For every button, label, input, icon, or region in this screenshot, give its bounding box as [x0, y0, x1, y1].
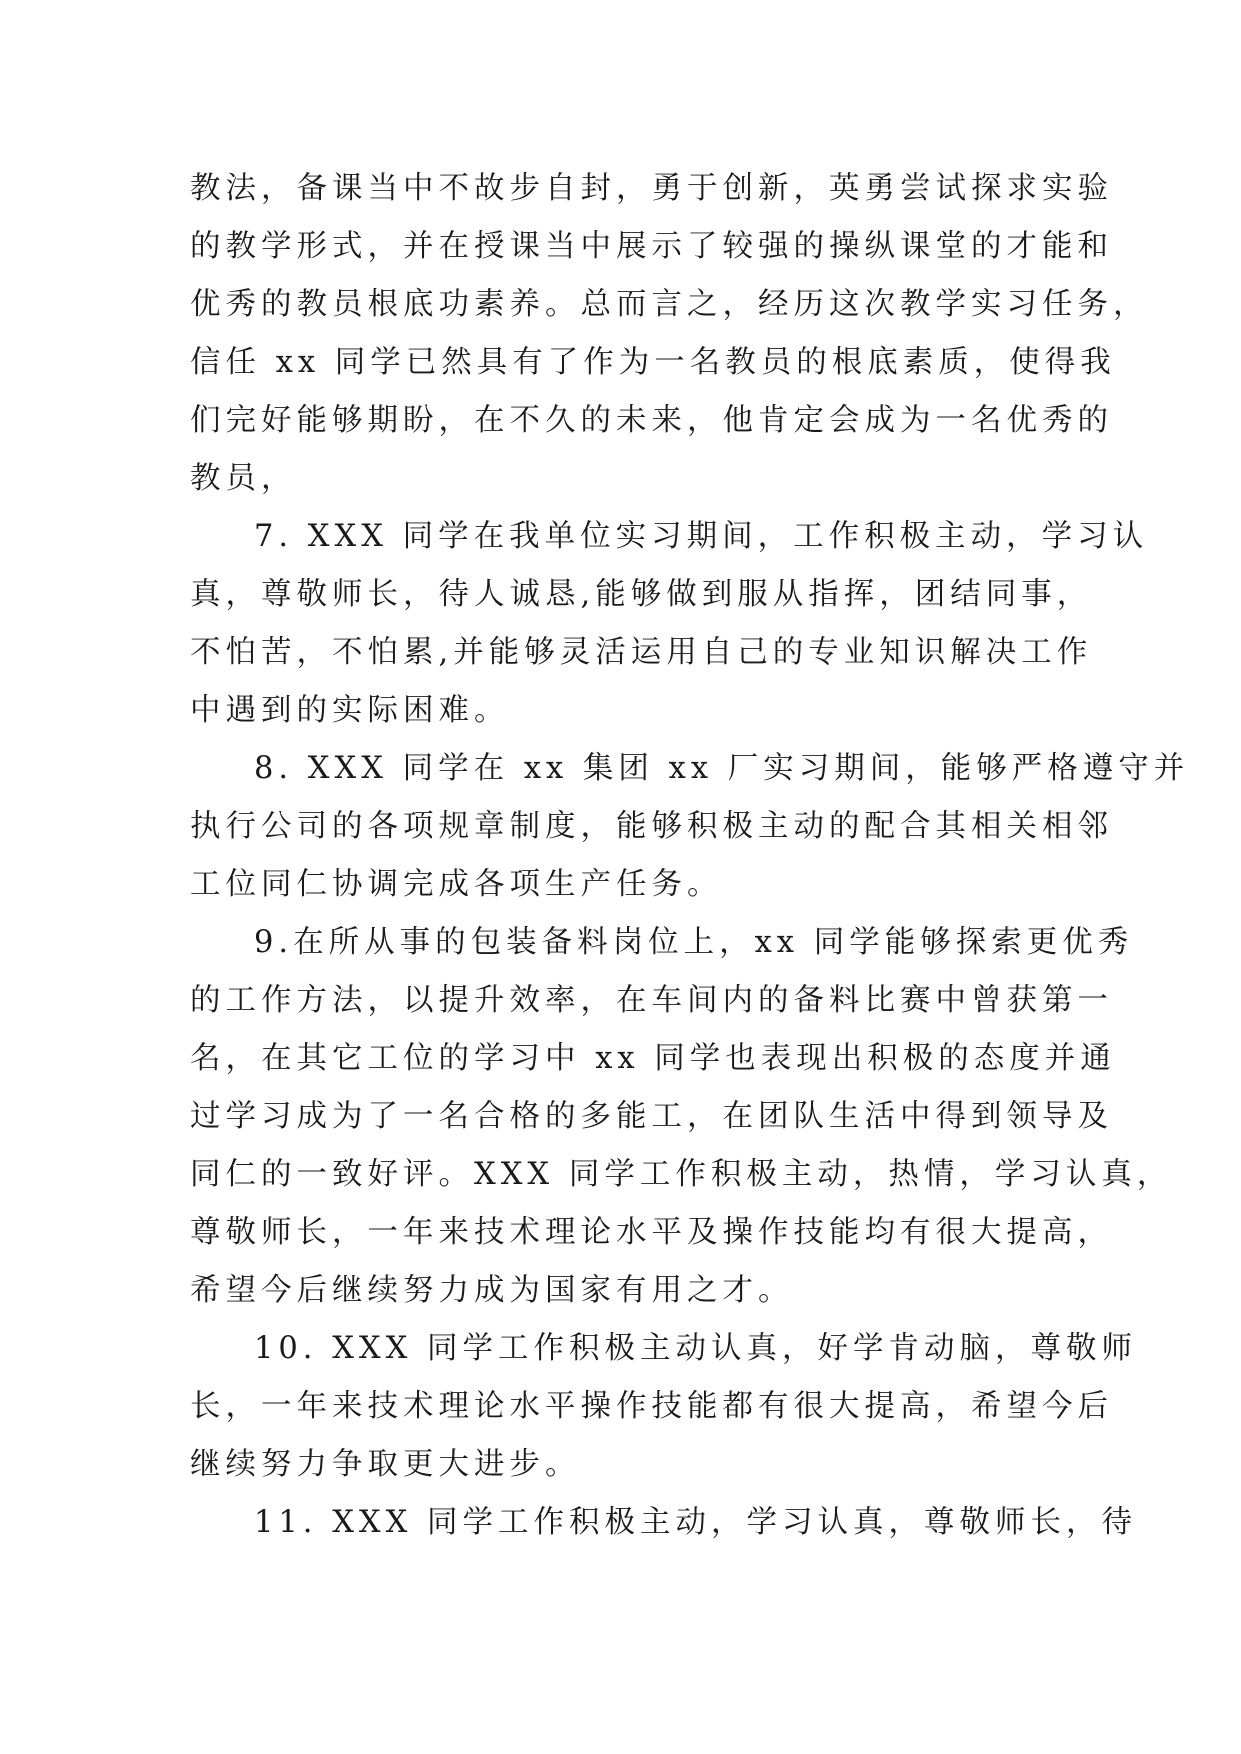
paragraph-start-11: 11. XXX 同学工作积极主动，学习认真，尊敬师长，待: [254, 1505, 1138, 1540]
text-line: 同仁的一致好评。XXX 同学工作积极主动，热情，学习认真，: [190, 1157, 1173, 1192]
text-line: 希望今后继续努力成为国家有用之才。: [190, 1273, 794, 1308]
body-text: [190, 160, 1190, 1552]
text-line: 尊敬师长，一年来技术理论水平及操作技能均有很大提高，: [190, 1215, 1113, 1250]
text-line: 执行公司的各项规章制度，能够积极主动的配合其相关相邻: [190, 809, 1113, 844]
text-line: 的工作方法，以提升效率，在车间内的备料比赛中曾获第一: [190, 983, 1113, 1018]
text-line: 们完好能够期盼，在不久的未来，他肯定会成为一名优秀的: [190, 403, 1113, 438]
paragraph-start-7: 7. XXX 同学在我单位实习期间，工作积极主动，学习认: [254, 519, 1149, 554]
text-line: 中遇到的实际困难。: [190, 693, 510, 728]
text-line: 真，尊敬师长，待人诚恳,能够做到服从指挥，团结同事，: [190, 577, 1093, 612]
text-line: 工位同仁协调完成各项生产任务。: [190, 867, 723, 902]
paragraph-start-10: 10. XXX 同学工作积极主动认真，好学肯动脑，尊敬师: [254, 1331, 1138, 1366]
text-line: 的教学形式，并在授课当中展示了较强的操纵课堂的才能和: [190, 229, 1113, 264]
paragraph-start-8: 8. XXX 同学在 xx 集团 xx 厂实习期间，能够严格遵守并: [254, 751, 1190, 786]
text-line: 信任 xx 同学已然具有了作为一名教员的根底素质，使得我: [190, 345, 1116, 380]
text-line: 名，在其它工位的学习中 xx 同学也表现出积极的态度并通: [190, 1041, 1116, 1076]
text-line: 过学习成为了一名合格的多能工，在团队生活中得到领导及: [190, 1099, 1113, 1134]
paragraph-start-9: 9.在所从事的包装备料岗位上，xx 同学能够探索更优秀: [254, 925, 1134, 960]
text-line: 教法，备课当中不故步自封，勇于创新，英勇尝试探求实验: [190, 171, 1113, 206]
text-line: 教员，: [190, 461, 297, 496]
text-line: 长，一年来技术理论水平操作技能都有很大提高，希望今后: [190, 1389, 1113, 1424]
text-line: 优秀的教员根底功素养。总而言之，经历这次教学实习任务，: [190, 287, 1149, 322]
text-line: 不怕苦，不怕累,并能够灵活运用自己的专业知识解决工作: [190, 635, 1093, 670]
text-line: 继续努力争取更大进步。: [190, 1447, 581, 1482]
